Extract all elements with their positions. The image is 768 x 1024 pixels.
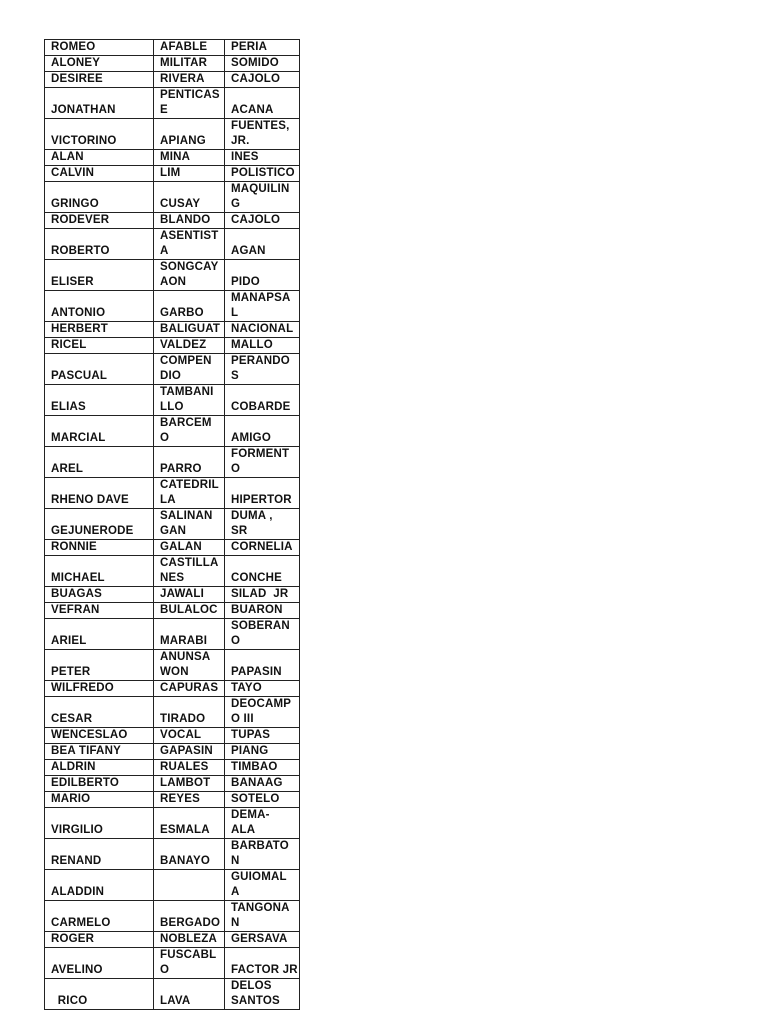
last-name-cell: MARABI bbox=[154, 619, 225, 650]
table-row bbox=[45, 260, 300, 291]
last-name-cell: BERGADO bbox=[154, 901, 225, 932]
surname-cell: PERANDO S bbox=[225, 354, 300, 385]
table-row bbox=[45, 808, 300, 839]
last-name-cell: ESMALA bbox=[154, 808, 225, 839]
last-name-cell: PARRO bbox=[154, 447, 225, 478]
first-name-cell: CALVIN bbox=[45, 166, 154, 182]
surname-cell: BANAAG bbox=[225, 776, 300, 792]
surname-cell: AGAN bbox=[225, 229, 300, 260]
table-row bbox=[45, 728, 300, 744]
last-name-cell: GARBO bbox=[154, 291, 225, 322]
last-name-cell: ANUNSA WON bbox=[154, 650, 225, 681]
first-name-cell: RONNIE bbox=[45, 540, 154, 556]
first-name-cell: ALADDIN bbox=[45, 870, 154, 901]
last-name-cell: GALAN bbox=[154, 540, 225, 556]
last-name-cell: BANAYO bbox=[154, 839, 225, 870]
first-name-cell: RENAND bbox=[45, 839, 154, 870]
last-name-cell: BULALOC bbox=[154, 603, 225, 619]
first-name-cell: CARMELO bbox=[45, 901, 154, 932]
table-row bbox=[45, 478, 300, 509]
names-table bbox=[44, 39, 300, 1010]
first-name-cell: WILFREDO bbox=[45, 681, 154, 697]
surname-cell: TUPAS bbox=[225, 728, 300, 744]
last-name-cell: APIANG bbox=[154, 119, 225, 150]
table-row bbox=[45, 40, 300, 56]
last-name-cell: RIVERA bbox=[154, 72, 225, 88]
surname-cell: BARBATO N bbox=[225, 839, 300, 870]
last-name-cell: CAPURAS bbox=[154, 681, 225, 697]
first-name-cell: MARCIAL bbox=[45, 416, 154, 447]
last-name-cell: PENTICAS E bbox=[154, 88, 225, 119]
last-name-cell: NOBLEZA bbox=[154, 932, 225, 948]
table-row bbox=[45, 166, 300, 182]
first-name-cell: ROMEO bbox=[45, 40, 154, 56]
first-name-cell: GEJUNERODE bbox=[45, 509, 154, 540]
table-row bbox=[45, 72, 300, 88]
first-name-cell: DESIREE bbox=[45, 72, 154, 88]
table-row bbox=[45, 697, 300, 728]
last-name-cell: MINA bbox=[154, 150, 225, 166]
last-name-cell: COMPEN DIO bbox=[154, 354, 225, 385]
first-name-cell: BEA TIFANY bbox=[45, 744, 154, 760]
last-name-cell: REYES bbox=[154, 792, 225, 808]
surname-cell: DELOS SANTOS bbox=[225, 979, 300, 1010]
first-name-cell: ANTONIO bbox=[45, 291, 154, 322]
last-name-cell: JAWALI bbox=[154, 587, 225, 603]
surname-cell: BUARON bbox=[225, 603, 300, 619]
surname-cell: MAQUILIN G bbox=[225, 182, 300, 213]
last-name-cell: MILITAR bbox=[154, 56, 225, 72]
last-name-cell: TIRADO bbox=[154, 697, 225, 728]
first-name-cell: ROGER bbox=[45, 932, 154, 948]
first-name-cell: MARIO bbox=[45, 792, 154, 808]
first-name-cell: RHENO DAVE bbox=[45, 478, 154, 509]
surname-cell: HIPERTOR bbox=[225, 478, 300, 509]
first-name-cell: RODEVER bbox=[45, 213, 154, 229]
surname-cell: POLISTICO bbox=[225, 166, 300, 182]
first-name-cell: EDILBERTO bbox=[45, 776, 154, 792]
table-row bbox=[45, 603, 300, 619]
table-row bbox=[45, 901, 300, 932]
surname-cell: FACTOR JR bbox=[225, 948, 300, 979]
last-name-cell: SALINAN GAN bbox=[154, 509, 225, 540]
surname-cell: PIDO bbox=[225, 260, 300, 291]
last-name-cell: ASENTIST A bbox=[154, 229, 225, 260]
table-row bbox=[45, 322, 300, 338]
table-row bbox=[45, 338, 300, 354]
surname-cell: NACIONAL bbox=[225, 322, 300, 338]
last-name-cell: FUSCABL O bbox=[154, 948, 225, 979]
surname-cell: MALLO bbox=[225, 338, 300, 354]
last-name-cell: LAVA bbox=[154, 979, 225, 1010]
table-row bbox=[45, 619, 300, 650]
surname-cell: CONCHE bbox=[225, 556, 300, 587]
surname-cell: SOTELO bbox=[225, 792, 300, 808]
table-row bbox=[45, 56, 300, 72]
last-name-cell: LIM bbox=[154, 166, 225, 182]
table-row bbox=[45, 540, 300, 556]
first-name-cell: HERBERT bbox=[45, 322, 154, 338]
table-row bbox=[45, 119, 300, 150]
table-row bbox=[45, 556, 300, 587]
last-name-cell: CATEDRIL LA bbox=[154, 478, 225, 509]
surname-cell: PERIA bbox=[225, 40, 300, 56]
last-name-cell: VALDEZ bbox=[154, 338, 225, 354]
table-row bbox=[45, 681, 300, 697]
table-row bbox=[45, 839, 300, 870]
last-name-cell: CUSAY bbox=[154, 182, 225, 213]
table-row bbox=[45, 760, 300, 776]
surname-cell: GUIOMAL A bbox=[225, 870, 300, 901]
first-name-cell: ROBERTO bbox=[45, 229, 154, 260]
table-row bbox=[45, 870, 300, 901]
first-name-cell: ALAN bbox=[45, 150, 154, 166]
last-name-cell: CASTILLA NES bbox=[154, 556, 225, 587]
table-row bbox=[45, 229, 300, 260]
table-row bbox=[45, 416, 300, 447]
table-row bbox=[45, 385, 300, 416]
last-name-cell: GAPASIN bbox=[154, 744, 225, 760]
first-name-cell: ELIAS bbox=[45, 385, 154, 416]
first-name-cell: CESAR bbox=[45, 697, 154, 728]
first-name-cell: WENCESLAO bbox=[45, 728, 154, 744]
last-name-cell: SONGCAY AON bbox=[154, 260, 225, 291]
table-row bbox=[45, 509, 300, 540]
first-name-cell: PETER bbox=[45, 650, 154, 681]
first-name-cell: AVELINO bbox=[45, 948, 154, 979]
surname-cell: TIMBAO bbox=[225, 760, 300, 776]
table-row bbox=[45, 932, 300, 948]
surname-cell: SOMIDO bbox=[225, 56, 300, 72]
last-name-cell: BARCEM O bbox=[154, 416, 225, 447]
last-name-cell: VOCAL bbox=[154, 728, 225, 744]
first-name-cell: BUAGAS bbox=[45, 587, 154, 603]
first-name-cell: MICHAEL bbox=[45, 556, 154, 587]
surname-cell: FORMENT O bbox=[225, 447, 300, 478]
first-name-cell: ARIEL bbox=[45, 619, 154, 650]
surname-cell: PIANG bbox=[225, 744, 300, 760]
surname-cell: AMIGO bbox=[225, 416, 300, 447]
surname-cell: SILAD JR bbox=[225, 587, 300, 603]
first-name-cell: ALONEY bbox=[45, 56, 154, 72]
first-name-cell: VIRGILIO bbox=[45, 808, 154, 839]
surname-cell: DEOCAMP O III bbox=[225, 697, 300, 728]
table-row bbox=[45, 447, 300, 478]
last-name-cell: BLANDO bbox=[154, 213, 225, 229]
names-table-body bbox=[45, 40, 300, 1010]
surname-cell: SOBERAN O bbox=[225, 619, 300, 650]
first-name-cell: ALDRIN bbox=[45, 760, 154, 776]
surname-cell: PAPASIN bbox=[225, 650, 300, 681]
first-name-cell: VICTORINO bbox=[45, 119, 154, 150]
surname-cell: MANAPSA L bbox=[225, 291, 300, 322]
last-name-cell: BALIGUAT bbox=[154, 322, 225, 338]
table-row bbox=[45, 792, 300, 808]
first-name-cell: AREL bbox=[45, 447, 154, 478]
first-name-cell: GRINGO bbox=[45, 182, 154, 213]
first-name-cell: PASCUAL bbox=[45, 354, 154, 385]
table-row bbox=[45, 88, 300, 119]
first-name-cell: RICEL bbox=[45, 338, 154, 354]
first-name-cell: ELISER bbox=[45, 260, 154, 291]
table-row bbox=[45, 650, 300, 681]
surname-cell: CORNELIA bbox=[225, 540, 300, 556]
last-name-cell: RUALES bbox=[154, 760, 225, 776]
table-row bbox=[45, 979, 300, 1010]
last-name-cell bbox=[154, 870, 225, 901]
table-row bbox=[45, 291, 300, 322]
last-name-cell: TAMBANI LLO bbox=[154, 385, 225, 416]
table-row bbox=[45, 587, 300, 603]
surname-cell: FUENTES, JR. bbox=[225, 119, 300, 150]
table-row bbox=[45, 150, 300, 166]
surname-cell: GERSAVA bbox=[225, 932, 300, 948]
surname-cell: ACANA bbox=[225, 88, 300, 119]
first-name-cell: VEFRAN bbox=[45, 603, 154, 619]
surname-cell: INES bbox=[225, 150, 300, 166]
table-row bbox=[45, 213, 300, 229]
surname-cell: DEMA- ALA bbox=[225, 808, 300, 839]
first-name-cell: JONATHAN bbox=[45, 88, 154, 119]
table-row bbox=[45, 354, 300, 385]
surname-cell: COBARDE bbox=[225, 385, 300, 416]
surname-cell: CAJOLO bbox=[225, 72, 300, 88]
table-row bbox=[45, 948, 300, 979]
surname-cell: CAJOLO bbox=[225, 213, 300, 229]
table-row bbox=[45, 744, 300, 760]
last-name-cell: AFABLE bbox=[154, 40, 225, 56]
surname-cell: DUMA , SR bbox=[225, 509, 300, 540]
table-row bbox=[45, 182, 300, 213]
last-name-cell: LAMBOT bbox=[154, 776, 225, 792]
first-name-cell: RICO bbox=[45, 979, 154, 1010]
surname-cell: TANGONA N bbox=[225, 901, 300, 932]
surname-cell: TAYO bbox=[225, 681, 300, 697]
table-row bbox=[45, 776, 300, 792]
